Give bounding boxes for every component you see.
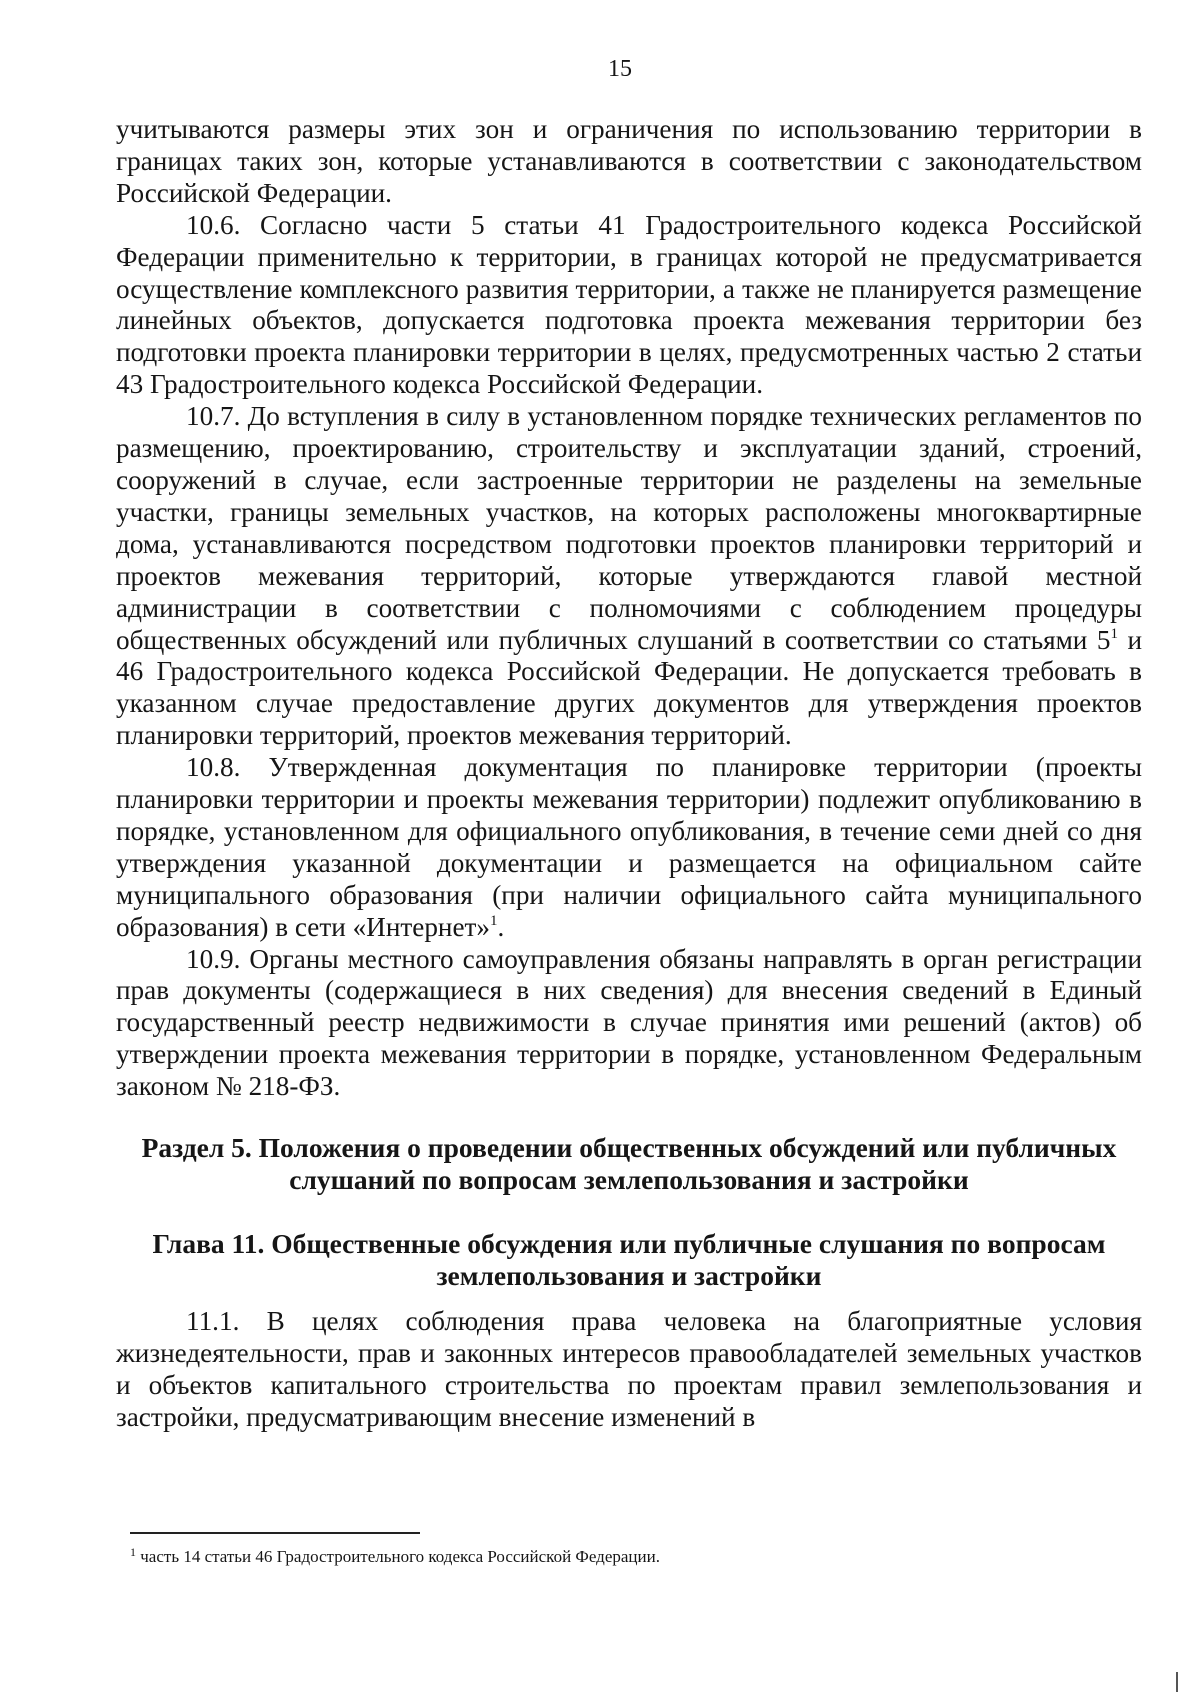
paragraph-10-6: 10.6. Согласно части 5 статьи 41 Градостроительного кодекса Российской Федерации применительно к территории, в границах которой не предусматривается осуществление комплексного развития территории, а также не планируется размещение линейных объектов, допускается подготовка проекта межевания территории без подготовки проекта планировки территории в целях, предусмотренных частью 2 статьи 43 Градостроительного кодекса Российской Федерации.: [116, 209, 1142, 400]
footnote: [130, 1546, 1030, 1568]
footnote-reference[interactable]: 1: [490, 912, 498, 929]
scan-mark: [1176, 1672, 1178, 1692]
page-number: 15: [608, 56, 632, 82]
footnote-text: часть 14 статьи 46 Градостроительного кодекса Российской Федерации.: [136, 1547, 660, 1566]
paragraph-10-7-text: 10.7. До вступления в силу в установленном порядке технических регламентов по размещению, проектированию, строительству и эксплуатации зданий, строений, сооружений в случае, если застроенные территории не разделены на земельные участки, границы земельных участков, на которых расположены многоквартирные дома, устанавливаются посредством подготовки проектов планировки территорий и проектов межевания территорий, которые утверждаются главой местной администрации в соответствии с полномочиями с соблюдением процедуры общественных обсуждений или публичных слушаний в соответствии со статьями 5: [116, 401, 1142, 655]
chapter-11-heading: Глава 11. Общественные обсуждения или публичные слушания по вопросам землепользования и застройки: [152, 1228, 1106, 1292]
paragraph-10-7: [116, 401, 1142, 752]
document-body: [116, 114, 1142, 1434]
superscript-1: 1: [1110, 625, 1118, 642]
paragraph-10-8: [116, 752, 1142, 943]
footnote-mark: 1: [130, 1545, 136, 1559]
paragraph-continuation: учитываются размеры этих зон и ограничения по использованию территории в границах таких зон, которые устанавливаются в соответствии с законодательством Российской Федерации.: [116, 114, 1142, 208]
paragraph-10-8-end: .: [497, 911, 505, 942]
paragraph-10-8-text: 10.8. Утвержденная документация по планировке территории (проекты планировки территории и проекты межевания территории) подлежит опубликованию в порядке, установленном для официального опубликования, в течение семи дней со дня утверждения указанной документации и размещается на официальном сайте муниципального образования (при наличии официального сайта муниципального образования) в сети «Интернет»: [116, 752, 1142, 942]
section-5-heading: Раздел 5. Положения о проведении общественных обсуждений или публичных слушаний по вопросам землепользования и застройки: [141, 1132, 1117, 1196]
paragraph-10-7-text-end: и 46 Градостроительного кодекса Российской Федерации. Не допускается требовать в указанном случае предоставление других документов для утверждения проектов планировки территорий, проектов межевания территорий.: [116, 624, 1142, 751]
footnote-divider: [130, 1532, 420, 1534]
paragraph-10-9: 10.9. Органы местного самоуправления обязаны направлять в орган регистрации прав документы (содержащиеся в них сведения) для внесения сведений в Единый государственный реестр недвижимости в случае принятия ими решений (актов) об утверждении проекта межевания территории в порядке, установленном Федеральным законом № 218-ФЗ.: [116, 943, 1142, 1102]
paragraph-11-1: 11.1. В целях соблюдения права человека на благоприятные условия жизнедеятельности, прав и законных интересов правообладателей земельных участков и объектов капитального строительства по проектам правил землепользования и застройки, предусматривающим внесение изменений в: [116, 1306, 1142, 1432]
